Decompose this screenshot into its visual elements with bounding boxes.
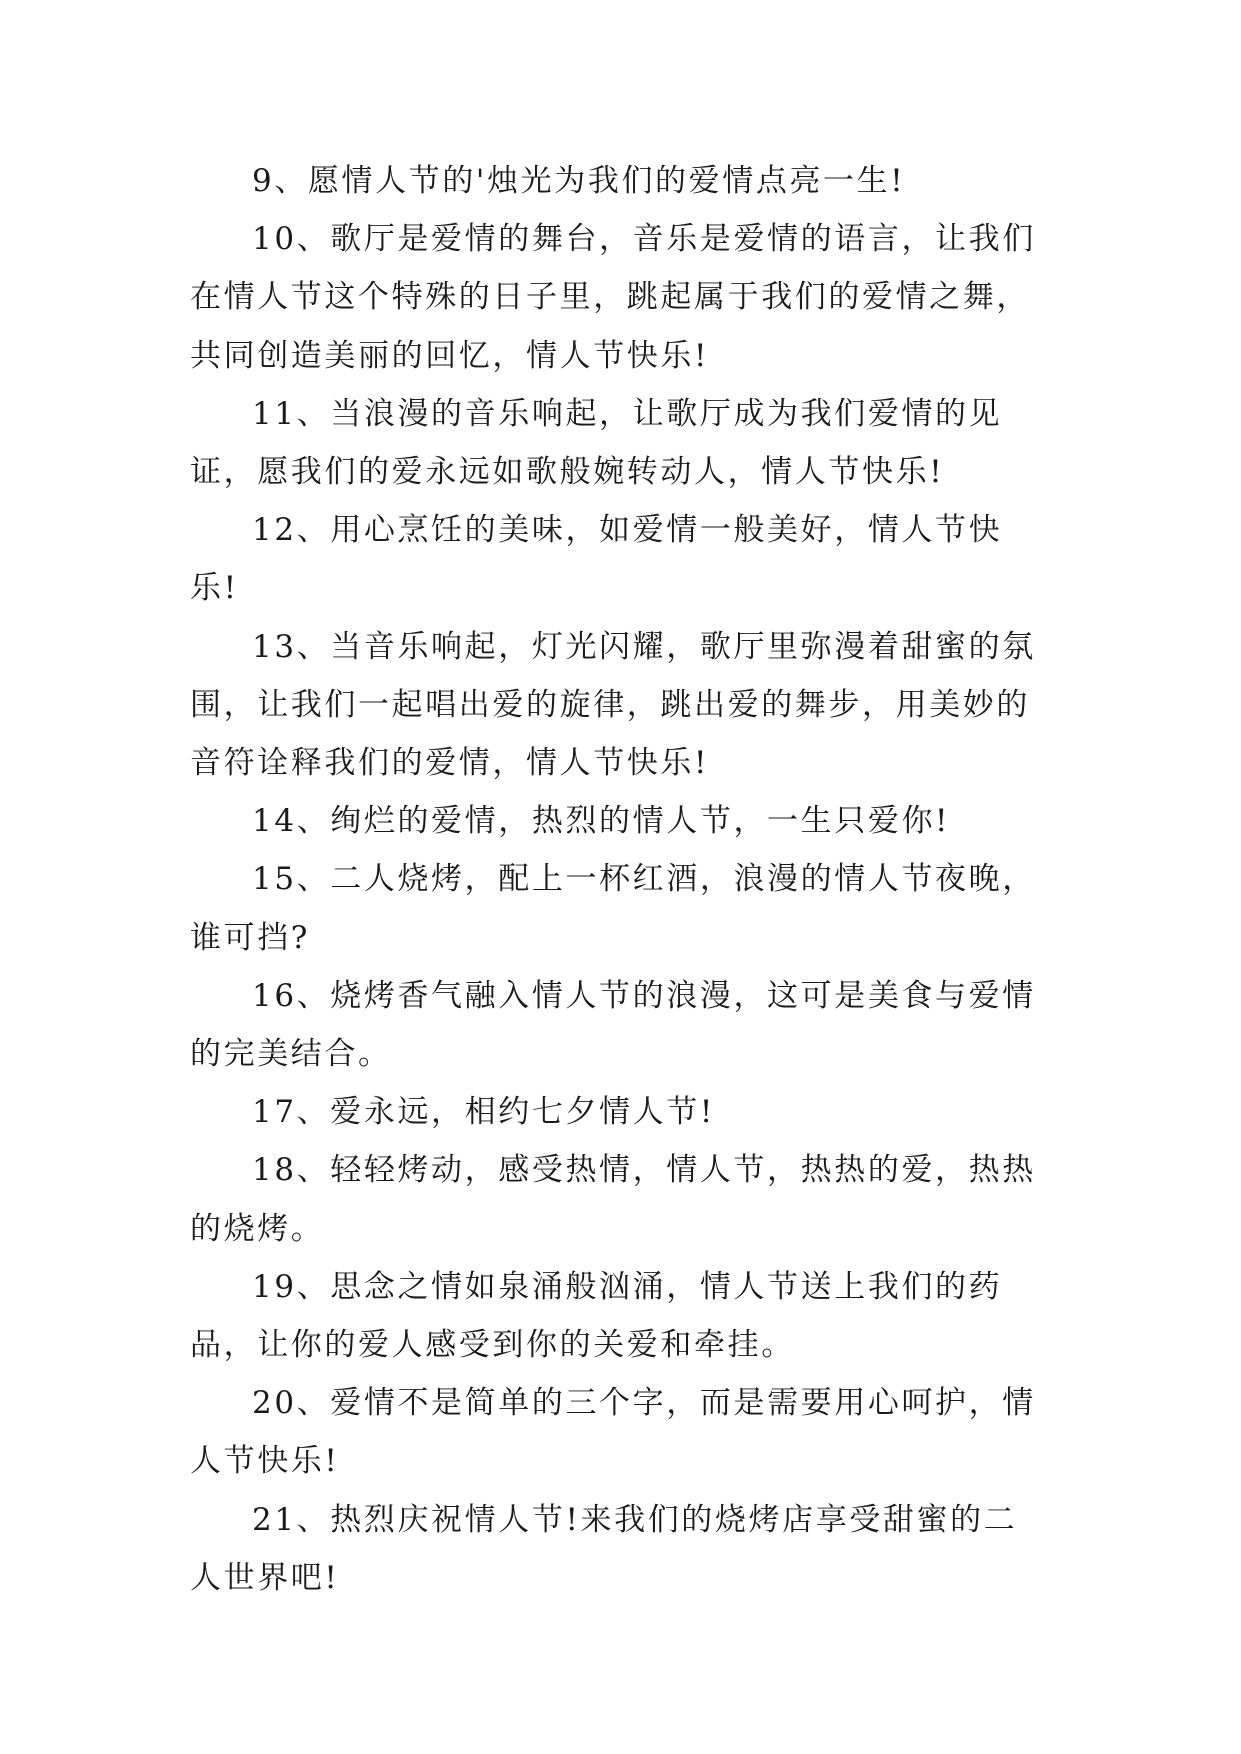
paragraph-20: 20、爱情不是简单的三个字，而是需要用心呵护，情人节快乐! — [190, 1385, 1036, 1480]
paragraph-12: 12、用心烹饪的美味，如爱情一般美好，情人节快乐! — [190, 512, 1003, 607]
paragraph-17: 17、爱永远，相约七夕情人节! — [252, 1094, 715, 1131]
paragraph-19: 19、思念之情如泉涌般汹涌，情人节送上我们的药品，让你的爱人感受到你的关爱和牵挂。 — [190, 1268, 1003, 1364]
paragraph-13: 13、当音乐响起，灯光闪耀，歌厅里弥漫着甜蜜的氛围，让我们一起唱出爱的旋律，跳出爱的舞步，用美妙的音符诠释我们的爱情，情人节快乐! — [190, 628, 1036, 782]
document-body — [190, 152, 1050, 1607]
paragraph-14: 14、绚烂的爱情，热烈的情人节，一生只爱你! — [252, 803, 951, 840]
paragraph-11: 11、当浪漫的音乐响起，让歌厅成为我们爱情的见证，愿我们的爱永远如歌般婉转动人，情人节快乐! — [190, 395, 1003, 491]
paragraph-21: 21、热烈庆祝情人节!来我们的烧烤店享受甜蜜的二人世界吧! — [190, 1501, 1018, 1596]
paragraph-15: 15、二人烧烤，配上一杯红酒，浪漫的情人节夜晚，谁可挡? — [190, 861, 1036, 956]
paragraph-9: 9、愿情人节的'烛光为我们的爱情点亮一生! — [252, 163, 906, 199]
paragraph-16: 16、烧烤香气融入情人节的浪漫，这可是美食与爱情的完美结合。 — [190, 977, 1036, 1073]
paragraph-18: 18、轻轻烤动，感受热情，情人节，热热的爱，热热的烧烤。 — [190, 1152, 1036, 1247]
paragraph-10: 10、歌厅是爱情的舞台，音乐是爱情的语言，让我们在情人节这个特殊的日子里，跳起属于我们的爱情之舞，共同创造美丽的回忆，情人节快乐! — [190, 221, 1036, 374]
